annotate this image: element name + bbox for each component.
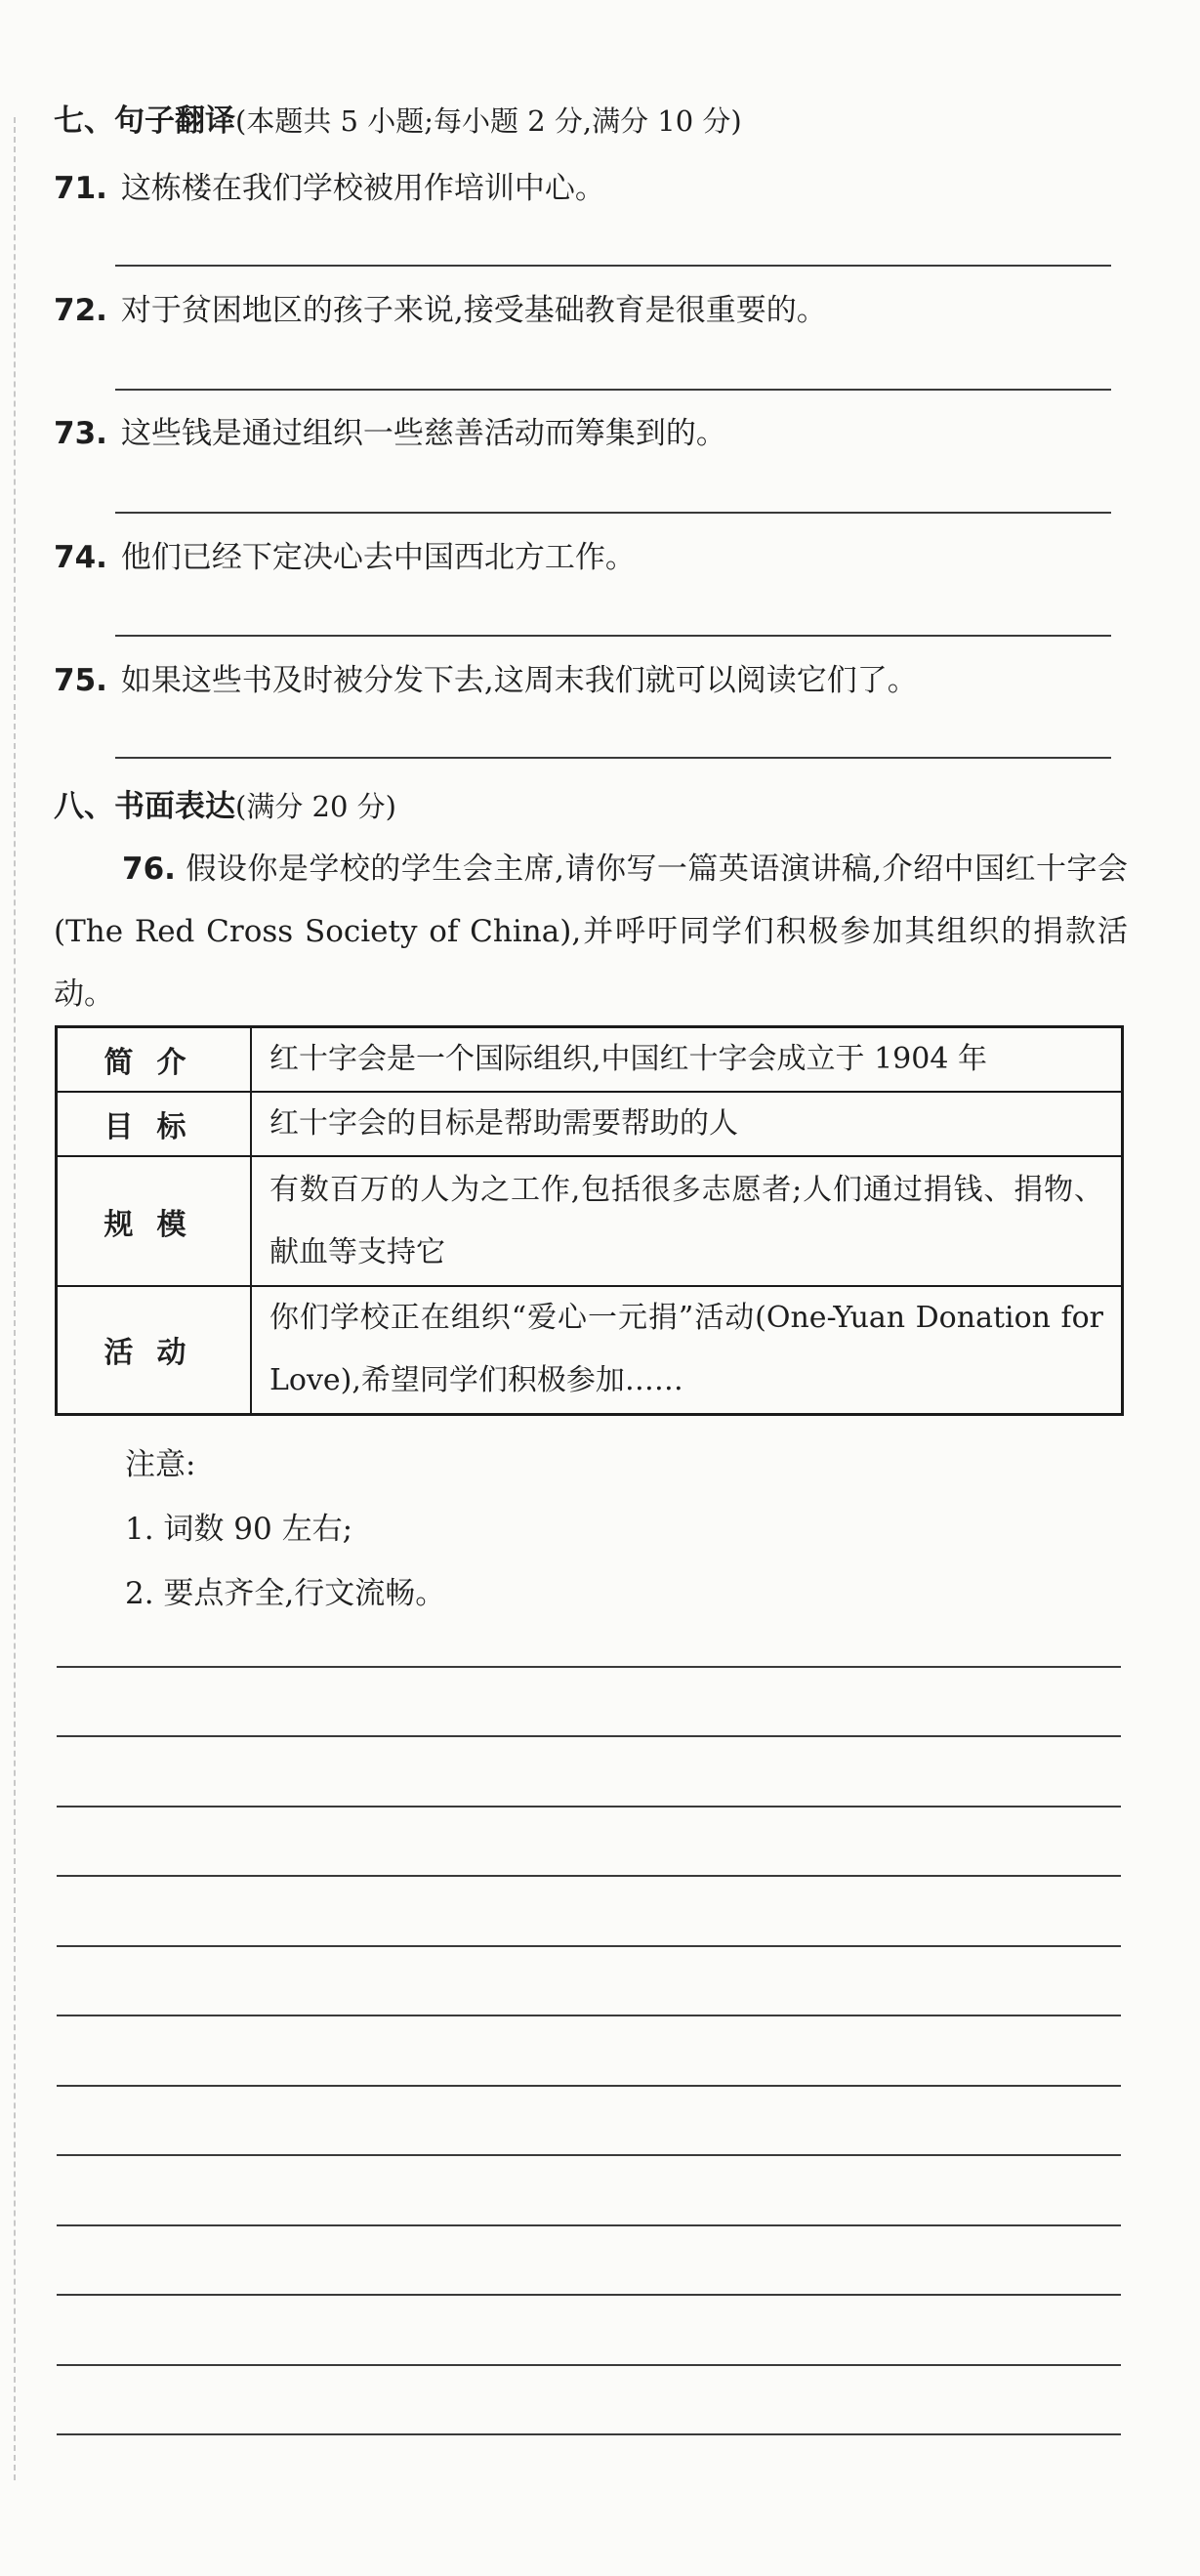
section-8-heading: 八、书面表达 xyxy=(54,789,235,824)
info-table xyxy=(55,1025,1124,1416)
row-content: 红十字会是一个国际组织,中国红十字会成立于 1904 年 xyxy=(251,1027,1123,1093)
writing-line[interactable] xyxy=(57,2085,1121,2087)
answer-line-75[interactable] xyxy=(115,757,1111,759)
writing-line[interactable] xyxy=(57,2154,1121,2156)
question-72 xyxy=(54,291,827,330)
writing-line[interactable] xyxy=(57,1666,1121,1668)
section-7-scoring: (本题共 5 小题;每小题 2 分,满分 10 分) xyxy=(235,104,742,138)
writing-line[interactable] xyxy=(57,1735,1121,1737)
writing-line[interactable] xyxy=(57,1945,1121,1947)
row-content: 红十字会的目标是帮助需要帮助的人 xyxy=(251,1092,1123,1156)
question-number: 74. xyxy=(54,540,107,575)
question-73 xyxy=(54,414,726,453)
question-number: 73. xyxy=(54,416,107,451)
question-75 xyxy=(54,661,918,700)
answer-line-73[interactable] xyxy=(115,512,1111,514)
writing-line[interactable] xyxy=(57,2364,1121,2366)
question-number: 75. xyxy=(54,663,107,698)
question-number: 72. xyxy=(54,293,107,328)
section-8-title xyxy=(54,787,396,826)
row-content: 有数百万的人为之工作,包括很多志愿者;人们通过捐钱、捐物、献血等支持它 xyxy=(251,1156,1123,1286)
answer-line-72[interactable] xyxy=(115,389,1111,391)
answer-line-71[interactable] xyxy=(115,265,1111,267)
row-label: 活动 xyxy=(57,1286,252,1414)
question-number: 71. xyxy=(54,171,107,206)
table-row xyxy=(57,1286,1123,1414)
notes-heading: 注意: xyxy=(125,1447,196,1482)
writing-line[interactable] xyxy=(57,2015,1121,2016)
writing-line[interactable] xyxy=(57,2294,1121,2296)
row-label: 简介 xyxy=(57,1027,252,1093)
question-text: 如果这些书及时被分发下去,这周末我们就可以阅读它们了。 xyxy=(120,663,918,698)
section-8-scoring: (满分 20 分) xyxy=(235,790,396,823)
row-label: 目标 xyxy=(57,1092,252,1156)
writing-line[interactable] xyxy=(57,1875,1121,1877)
writing-line[interactable] xyxy=(57,2433,1121,2435)
writing-line[interactable] xyxy=(57,1806,1121,1807)
question-number: 76. xyxy=(122,852,176,887)
note-item-1: 1. 词数 90 左右; xyxy=(125,1512,353,1547)
table-row xyxy=(57,1092,1123,1156)
margin-rule xyxy=(14,117,16,2480)
question-71 xyxy=(54,169,605,208)
table-row xyxy=(57,1027,1123,1093)
answer-line-74[interactable] xyxy=(115,635,1111,637)
section-7-title xyxy=(54,102,742,141)
question-76-prompt xyxy=(54,838,1128,1025)
table-row xyxy=(57,1156,1123,1286)
question-text: 这栋楼在我们学校被用作培训中心。 xyxy=(120,171,605,206)
question-text: 对于贫困地区的孩子来说,接受基础教育是很重要的。 xyxy=(120,293,827,328)
writing-line[interactable] xyxy=(57,2224,1121,2226)
row-content: 你们学校正在组织“爱心一元捐”活动(One-Yuan Donation for Love),希望同学们积极参加…… xyxy=(251,1286,1123,1414)
question-text: 这些钱是通过组织一些慈善活动而筹集到的。 xyxy=(120,416,726,451)
question-74 xyxy=(54,538,636,577)
note-item-2: 2. 要点齐全,行文流畅。 xyxy=(125,1576,446,1611)
row-label: 规模 xyxy=(57,1156,252,1286)
question-text: 他们已经下定决心去中国西北方工作。 xyxy=(120,540,636,575)
prompt-text: 假设你是学校的学生会主席,请你写一篇英语演讲稿,介绍中国红十字会(The Red Cross Society of China),并呼吁同学们积极参加其组织的捐款活动。 xyxy=(54,852,1128,1012)
section-7-heading: 七、句子翻译 xyxy=(54,104,235,139)
